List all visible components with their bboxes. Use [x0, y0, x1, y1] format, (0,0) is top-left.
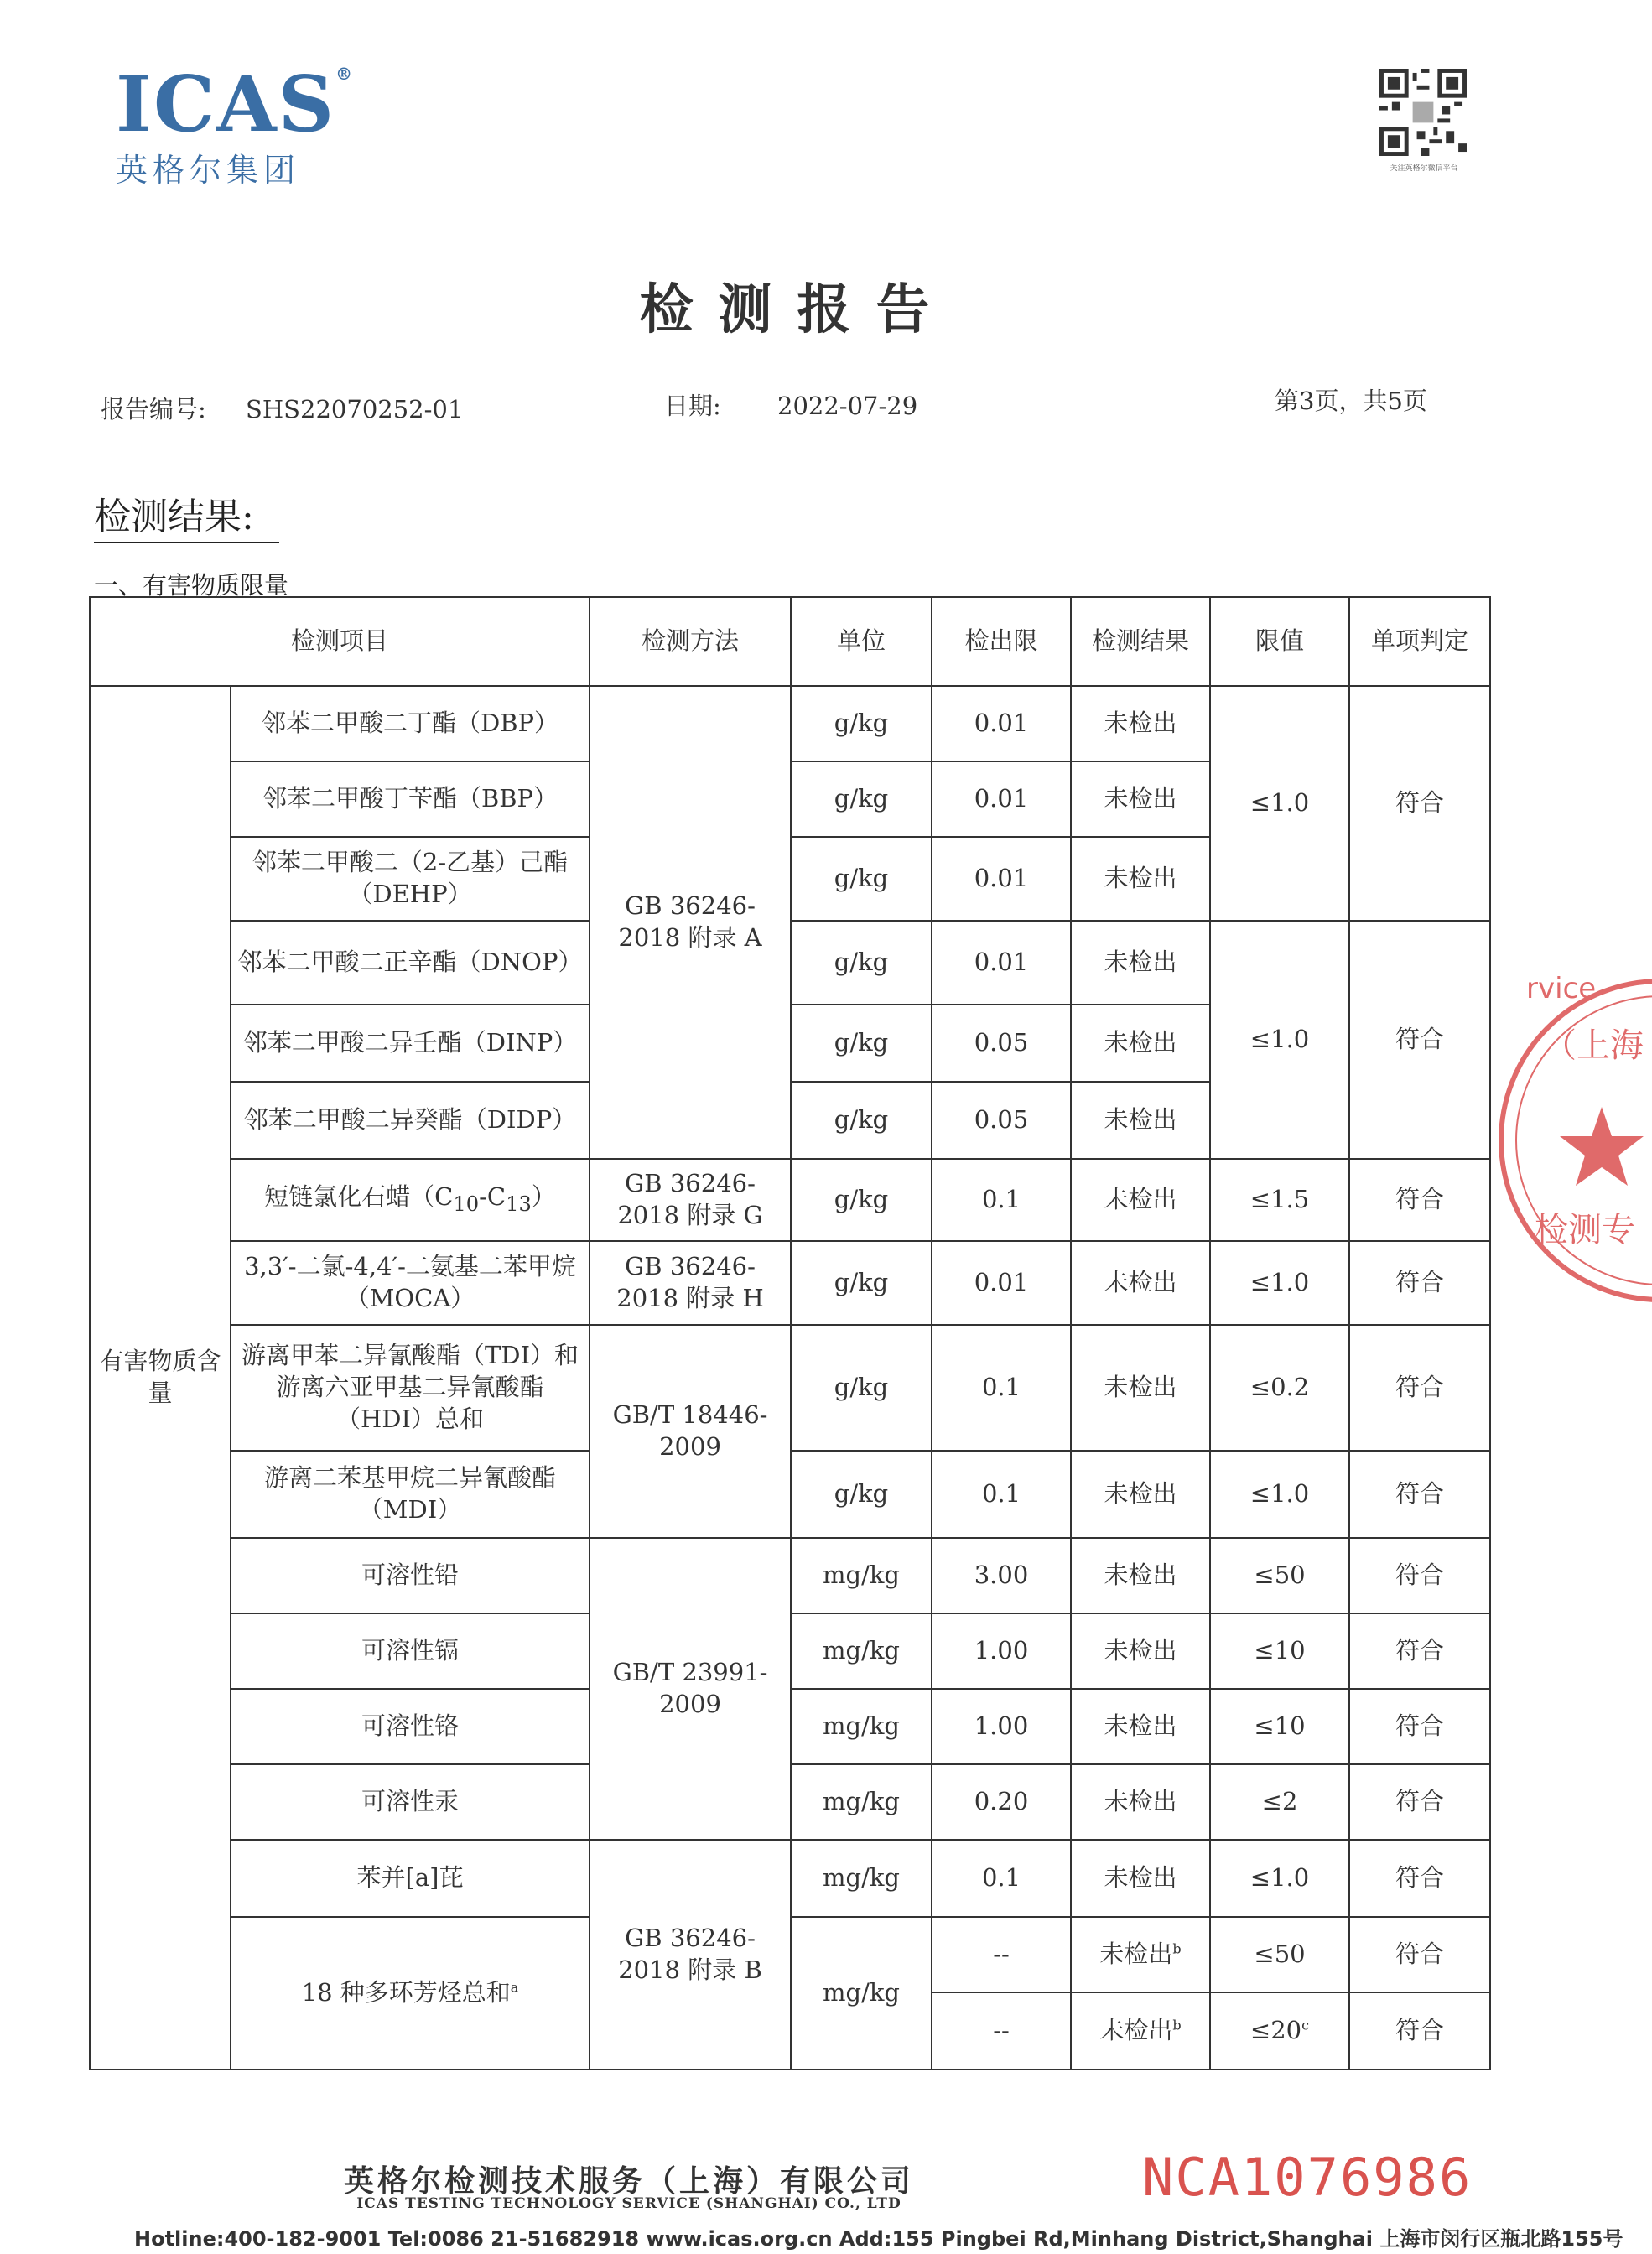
table-header-row	[90, 597, 1490, 686]
verdict-cell: 符合	[1349, 1159, 1490, 1241]
result-cell: 未检出	[1071, 1159, 1210, 1241]
method-cell: GB/T 23991-2009	[590, 1538, 791, 1840]
unit-cell: g/kg	[791, 1241, 932, 1325]
header-unit: 单位	[791, 597, 932, 686]
lod-cell: 0.01	[932, 686, 1071, 761]
table-row	[90, 686, 1490, 761]
logo-text: ICAS	[116, 59, 336, 149]
limit-cell: ≤10	[1210, 1689, 1349, 1764]
limit-cell: ≤1.0	[1210, 1241, 1349, 1325]
item-cell: 邻苯二甲酸二丁酯（DBP）	[231, 686, 590, 761]
official-seal	[1518, 964, 1652, 1317]
unit-cell: mg/kg	[791, 1538, 932, 1613]
date-field	[664, 387, 917, 422]
unit-cell: g/kg	[791, 1451, 932, 1538]
limit-cell: ≤0.2	[1210, 1325, 1349, 1451]
lod-cell: --	[932, 1917, 1071, 1992]
result-cell: 未检出$^b$	[1071, 1917, 1210, 1992]
result-cell: 未检出	[1071, 1689, 1210, 1764]
document-title: 检测报告	[639, 278, 955, 341]
unit-cell: g/kg	[791, 1082, 932, 1159]
result-cell: 未检出	[1071, 921, 1210, 1005]
lod-cell: 0.1	[932, 1325, 1071, 1451]
lod-cell: 0.1	[932, 1451, 1071, 1538]
header-verdict: 单项判定	[1349, 597, 1490, 686]
category-cell: 有害物质含量	[90, 686, 231, 2070]
header-lod: 检出限	[932, 597, 1071, 686]
verdict-cell: 符合	[1349, 1689, 1490, 1764]
verdict-cell: 符合	[1349, 1538, 1490, 1613]
contact-line: Hotline:400-182-9001 Tel:0086 21-51682918 www.icas.org.cn Add:155 Pingbei Rd,Minhang District,Shanghai 上海市闵行区瓶北路155号	[134, 2227, 1623, 2251]
method-cell: GB 36246-2018 附录 H	[590, 1241, 791, 1325]
limit-cell: ≤50	[1210, 1917, 1349, 1992]
lod-cell: 0.05	[932, 1005, 1071, 1082]
lod-cell: 0.01	[932, 761, 1071, 837]
header-result: 检测结果	[1071, 597, 1210, 686]
lod-cell: 0.01	[932, 837, 1071, 921]
item-cell: 可溶性铬	[231, 1689, 590, 1764]
item-cell: 18 种多环芳烃总和$^a$	[231, 1917, 590, 2070]
item-cell: 邻苯二甲酸丁苄酯（BBP）	[231, 761, 590, 837]
seal-text-bottom: 检测专	[1535, 1211, 1635, 1249]
item-cell: 邻苯二甲酸二异壬酯（DINP）	[231, 1005, 590, 1082]
report-number: SHS22070252-01	[246, 395, 464, 423]
report-number-field	[101, 391, 463, 425]
result-cell: 未检出	[1071, 1241, 1210, 1325]
lod-cell: 0.01	[932, 921, 1071, 1005]
lod-cell: 1.00	[932, 1689, 1071, 1764]
seal-text-mid: （上海	[1543, 1026, 1644, 1065]
unit-cell: mg/kg	[791, 1917, 932, 2070]
unit-cell: mg/kg	[791, 1613, 932, 1689]
result-cell: 未检出$^b$	[1071, 1992, 1210, 2070]
company-logo	[116, 59, 355, 190]
verdict-cell: 符合	[1349, 1241, 1490, 1325]
method-cell: GB 36246-2018 附录 G	[590, 1159, 791, 1241]
limit-cell: ≤1.0	[1210, 1840, 1349, 1917]
page-info: 第3页，共5页	[1275, 387, 1427, 415]
lod-cell: 3.00	[932, 1538, 1071, 1613]
unit-cell: g/kg	[791, 1005, 932, 1082]
header-limit: 限值	[1210, 597, 1349, 686]
company-name-en: ICAS TESTING TECHNOLOGY SERVICE (SHANGHAI) CO., LTD	[356, 2195, 901, 2212]
limit-cell: ≤2	[1210, 1764, 1349, 1840]
verdict-cell: 符合	[1349, 1764, 1490, 1840]
lod-cell: 0.20	[932, 1764, 1071, 1840]
report-number-label: 报告编号:	[101, 395, 206, 423]
limit-cell: ≤1.0	[1210, 1451, 1349, 1538]
unit-cell: g/kg	[791, 837, 932, 921]
lod-cell: 0.1	[932, 1840, 1071, 1917]
verdict-cell: 符合	[1349, 921, 1490, 1159]
verdict-cell: 符合	[1349, 1917, 1490, 1992]
unit-cell: mg/kg	[791, 1689, 932, 1764]
item-cell: 游离甲苯二异氰酸酯（TDI）和游离六亚甲基二异氰酸酯（HDI）总和	[231, 1325, 590, 1451]
logo-subtitle: 英格尔集团	[116, 152, 301, 189]
verdict-cell: 符合	[1349, 1992, 1490, 2070]
item-cell: 可溶性汞	[231, 1764, 590, 1840]
verdict-cell: 符合	[1349, 1840, 1490, 1917]
seal-text-top: rvice	[1526, 972, 1597, 1005]
method-cell: GB 36246-2018 附录 A	[590, 686, 791, 1159]
limit-cell: ≤1.5	[1210, 1159, 1349, 1241]
limit-cell: $\le 20^c$	[1210, 1992, 1349, 2070]
date-value: 2022-07-29	[777, 392, 918, 420]
lod-cell: 0.1	[932, 1159, 1071, 1241]
header-method: 检测方法	[590, 597, 791, 686]
qr-code-icon	[1379, 69, 1467, 156]
verdict-cell: 符合	[1349, 686, 1490, 921]
limit-cell: ≤10	[1210, 1613, 1349, 1689]
verdict-cell: 符合	[1349, 1451, 1490, 1538]
limit-cell: ≤1.0	[1210, 686, 1349, 921]
unit-cell: g/kg	[791, 1159, 932, 1241]
result-cell: 未检出	[1071, 837, 1210, 921]
qr-caption: 关注英格尔微信平台	[1390, 164, 1458, 173]
item-cell: 游离二苯基甲烷二异氰酸酯（MDI）	[231, 1451, 590, 1538]
item-cell: 可溶性镉	[231, 1613, 590, 1689]
seal-star-icon	[1560, 1107, 1644, 1186]
result-cell: 未检出	[1071, 1538, 1210, 1613]
item-cell: 可溶性铅	[231, 1538, 590, 1613]
results-table	[89, 596, 1491, 2070]
method-cell: GB/T 18446-2009	[590, 1325, 791, 1538]
limit-cell: ≤50	[1210, 1538, 1349, 1613]
lod-cell: 0.05	[932, 1082, 1071, 1159]
company-name-cn: 英格尔检测技术服务（上海）有限公司	[343, 2163, 914, 2199]
table-row	[90, 1241, 1490, 1325]
lod-cell: --	[932, 1992, 1071, 2070]
verdict-cell: 符合	[1349, 1325, 1490, 1451]
unit-cell: g/kg	[791, 761, 932, 837]
method-cell: GB 36246-2018 附录 B	[590, 1840, 791, 2070]
result-cell: 未检出	[1071, 1840, 1210, 1917]
unit-cell: mg/kg	[791, 1764, 932, 1840]
result-cell: 未检出	[1071, 686, 1210, 761]
item-cell: 邻苯二甲酸二（2-乙基）己酯（DEHP）	[231, 837, 590, 921]
result-cell: 未检出	[1071, 1082, 1210, 1159]
item-cell: 3,3′-二氯-4,4′-二氨基二苯甲烷（MOCA）	[231, 1241, 590, 1325]
unit-cell: g/kg	[791, 1325, 932, 1451]
item-cell: 邻苯二甲酸二异癸酯（DIDP）	[231, 1082, 590, 1159]
verdict-cell: 符合	[1349, 1613, 1490, 1689]
item-cell: 邻苯二甲酸二正辛酯（DNOP）	[231, 921, 590, 1005]
limit-cell: ≤1.0	[1210, 921, 1349, 1159]
registered-mark: ®	[335, 64, 355, 84]
section-title: 检测结果:	[94, 493, 279, 543]
result-cell: 未检出	[1071, 1005, 1210, 1082]
lod-cell: 0.01	[932, 1241, 1071, 1325]
result-cell: 未检出	[1071, 1613, 1210, 1689]
table-row	[90, 1325, 1490, 1451]
date-label: 日期:	[664, 392, 721, 420]
unit-cell: g/kg	[791, 921, 932, 1005]
item-cell: 短链氯化石蜡$(C_{10}-C_{13})$	[231, 1159, 590, 1241]
table-row	[90, 1538, 1490, 1613]
table-row	[90, 1159, 1490, 1241]
unit-cell: mg/kg	[791, 1840, 932, 1917]
table-row	[90, 1840, 1490, 1917]
item-cell: 苯并[a]芘	[231, 1840, 590, 1917]
result-cell: 未检出	[1071, 1764, 1210, 1840]
header-item: 检测项目	[90, 597, 590, 686]
result-cell: 未检出	[1071, 1325, 1210, 1451]
result-cell: 未检出	[1071, 761, 1210, 837]
result-cell: 未检出	[1071, 1451, 1210, 1538]
unit-cell: g/kg	[791, 686, 932, 761]
serial-number: NCA1076986	[1142, 2147, 1473, 2208]
subsection-title: 一、有害物质限量	[94, 571, 289, 600]
lod-cell: 1.00	[932, 1613, 1071, 1689]
